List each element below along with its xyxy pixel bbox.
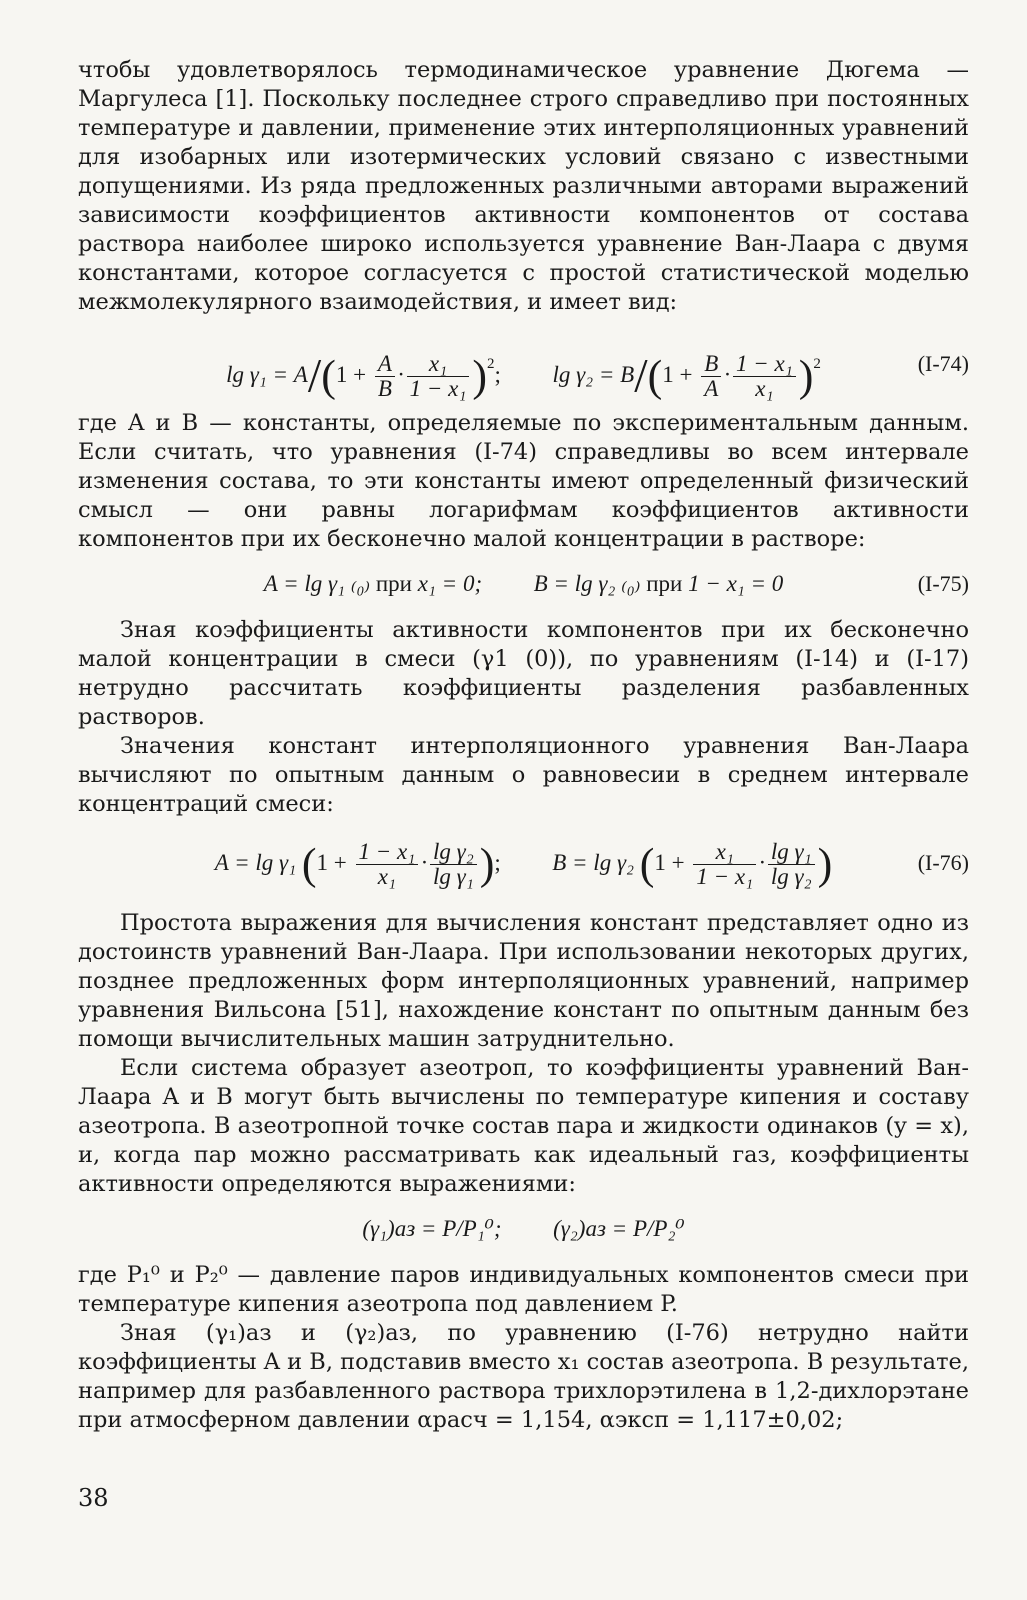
equation-number-I-76: (I-76): [917, 850, 969, 875]
equation-I-74: lg γ₁ = A/(1 + $\frac{A}{B}$ · $\frac{\text{x₁}}{\text{1 − x₁}}$ )$^2$; lg γ₂ = B/(1 + $\frac{B}{A}$ · $\frac{\text{1 − x₁}}{\text{x₁}}$ )$^2$ (I-74): [78, 325, 969, 403]
paragraph-1: чтобы удовлетворялось термодинамическое уравнение Дюгема — Маргулеса [1]. Поскольку последнее строго справедливо при постоянных температуре и давлении, применение этих интерполяционных уравнений для изобарных или изотермических условий связано с известными допущениями. Из ряда предложенных различными авторами выражений зависимости коэффициентов активности компонентов от состава раствора наиболее широко используется уравнение Ван-Лаара с двумя константами, которое согласуется с простой статистической моделью межмолекулярного взаимодействия, и имеет вид:: [78, 57, 969, 315]
equation-I-75: A = lg γ₁ ₍₀₎ при x₁ = 0; B = lg γ₂ ₍₀₎ при 1 − x₁ = 0 (I-75): [78, 564, 969, 604]
eq74-frac-b-over-a: $\frac{B}{A}$: [701, 352, 721, 401]
paragraph-2: где A и B — константы, определяемые по экспериментальным данным. Если считать, что уравнения (I-74) справедливы во всем интервале изменения состава, то эти константы имеют определенный физический смысл — они равны логарифмам коэффициентов активности компонентов при их бесконечно малой концентрации в растворе:: [78, 410, 969, 552]
paragraph-7: где P₁⁰ и P₂⁰ — давление паров индивидуальных компонентов смеси при температуре кипения азеотропа под давлением P.: [78, 1262, 969, 1317]
paragraph-6: Если система образует азеотроп, то коэффициенты уравнений Ван-Лаара A и B могут быть вычислены по температуре кипения и составу азеотропа. В азеотропной точке состав пара и жидкости одинаков (y = x), и, когда пар можно рассматривать как идеальный газ, коэффициенты активности определяются выражениями:: [78, 1055, 969, 1197]
equation-number-I-75: (I-75): [917, 571, 969, 596]
equation-azeotrope: (γ₁)аз = P/P₁⁰; (γ₂)аз = P/P₂⁰: [362, 1216, 685, 1241]
paragraph-4: Значения констант интерполяционного уравнения Ван-Лаара вычисляют по опытным данным о равновесии в среднем интервале концентраций смеси:: [78, 733, 969, 817]
equation-I-76: A = lg γ₁ (1 + $\frac{\text{1 − x₁}}{\text{x₁}}$ · $\frac{\text{lg γ₂}}{\text{lg γ₁}}$ ); B = lg γ₂ (1 + $\frac{\text{x₁}}{\text{1 − x₁}}$ · $\frac{\text{lg γ₁}}{\text{lg γ₂}}$ ) (I-76): [78, 825, 969, 901]
equation-number-I-74: (I-74): [917, 351, 969, 376]
eq74-lhs2: lg γ₂ = B: [552, 362, 635, 387]
eq74-lhs1: lg γ₁ = A: [226, 362, 308, 387]
paragraph-8: Зная (γ₁)аз и (γ₂)аз, по уравнению (I-76) нетрудно найти коэффициенты A и B, подставив вместо x₁ состав азеотропа. В результате, например для разбавленного раствора трихлорэтилена в 1,2-дихлорэтане при атмосферном давлении αрасч = 1,154, αэксп = 1,117±0,02;: [78, 1320, 969, 1433]
paragraph-5: Простота выражения для вычисления констант представляет одно из достоинств уравнений Ван-Лаара. При использовании некоторых других, позднее предложенных форм интерполяционных уравнений, например уравнения Вильсона [51], нахождение констант по опытным данным без помощи вычислительных машин затруднительно.: [78, 910, 969, 1052]
eq74-one: 1 +: [335, 362, 367, 387]
eq74-frac-1mx1: $\frac{\text{1 − x₁}}{\text{x₁}}$: [733, 352, 796, 401]
eq74-frac-a-over-b: $\frac{A}{B}$: [375, 352, 395, 401]
eq74-frac-x1: $\frac{\text{x₁}}{\text{1 − x₁}}$: [407, 352, 470, 401]
paragraph-3: Зная коэффициенты активности компонентов при их бесконечно малой концентрации в смеси (γ1 (0)), по уравнениям (I-14) и (I-17) нетрудно рассчитать коэффициенты разделения разбавленных растворов.: [78, 617, 969, 730]
page-number: 38: [78, 1484, 109, 1512]
